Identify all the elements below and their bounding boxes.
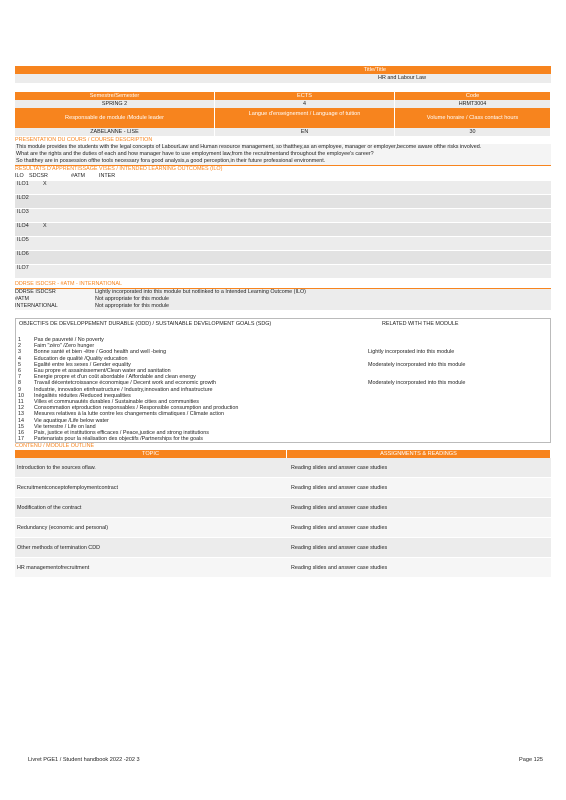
responsible-label: Responsable de module /Module leader <box>15 108 215 128</box>
sdg-text: Education de qualité /Quality education <box>34 355 128 362</box>
assignment-cell: Reading slides and answer case studies <box>289 478 551 498</box>
sdg-number: 9 <box>18 386 21 393</box>
sdg-text: Partenariats pour la réalisation des objectifs /Partnerships for the goals <box>34 436 203 443</box>
sdg-number: 1 <box>18 337 21 343</box>
ilo-heading: RESULTATS D'APPRENTISSAGE VISES / INTENDED LEARNING OUTCOMES (ILO) <box>15 165 551 173</box>
footer <box>28 757 543 763</box>
dd-heading: DDRSE ISDCSR - #ATM - INTERNATIONAL <box>15 281 123 287</box>
sdg-text: Villes et communautés durables / Sustainable cities and communities <box>34 399 199 406</box>
ilo-table <box>15 181 551 279</box>
topic-cell: Modification of the contract <box>15 498 289 518</box>
sdg-number: 6 <box>18 368 21 375</box>
topic-cell: Introduction to the sources oflaw. <box>15 458 289 478</box>
sdg-relation <box>366 436 550 442</box>
topic-label: TOPIC <box>15 450 287 458</box>
presentation-body <box>15 144 551 165</box>
assignment-cell: Reading slides and answer case studies <box>289 518 551 538</box>
title-header <box>15 66 551 74</box>
assignment-cell: Reading slides and answer case studies <box>289 498 551 518</box>
sdg-number: 3 <box>18 349 21 356</box>
table-row: ILO1 X <box>15 181 551 195</box>
assignment-cell: Reading slides and answer case studies <box>289 458 551 478</box>
sdg-text: Bonne santé et bien -être / Good health and well -being <box>34 349 167 356</box>
presentation-line-1: This module provides the students with the legal concepts of LabourLaw and Human resource management, so thatthey,as an employee, manager or employer,become aware ofthe risks involved. <box>16 144 482 150</box>
topic-cell: Recruitmentconceptofemploymentcontract <box>15 478 289 498</box>
sdg-text: Energie propre et d'un coût abordable / Affordable and clean energy <box>34 374 196 381</box>
assign-label: ASSIGNMENTS & READINGS <box>287 450 551 458</box>
volume-label: Volume horaire / Class contact hours <box>395 108 551 128</box>
language-value: EN <box>215 128 395 136</box>
presentation-line-2: What are the rights and the duties of each and how manager have to use employment law,from the recruitmentand throughout the employee's career? <box>16 151 374 157</box>
sdg-text: Inégalités réduites /Reduced inequalities <box>34 392 131 399</box>
ilo-col-inter: INTER <box>99 173 116 179</box>
sdg-text: Industrie, innovation etinfrastructure / Industry,innovation and infrastructure <box>34 386 213 393</box>
responsible-value: ZABELANNE - LISE <box>15 128 215 136</box>
code-label: Code <box>395 92 551 100</box>
outline-table <box>15 458 551 578</box>
ects-value: 4 <box>215 100 395 108</box>
sdg-number: 8 <box>18 380 21 387</box>
sdg-number: 4 <box>18 355 21 362</box>
course-title: HR and Labour Law <box>378 75 426 81</box>
sdg-text: Consommation etproduction responsables / Responsible consumption and production <box>34 405 239 412</box>
sdg-text: Pas de pauvreté / No poverty <box>34 337 104 343</box>
footer-left: Livret PGE1 / Student handbook 2022 -202 3 <box>28 757 140 763</box>
sdg-number: 5 <box>18 361 21 368</box>
sdg-header <box>16 319 550 337</box>
sdg-number: 13 <box>18 411 24 418</box>
table-row: INTERNATIONAL Not appropriate for this module <box>15 303 551 310</box>
sdg-heading-left: OBJECTIFS DE DEVELOPPEMENT DURABLE (ODD) / SUSTAINABLE DEVELOPMENT GOALS (SDG) <box>19 321 272 327</box>
sdg-number: 7 <box>18 374 21 381</box>
sdg-text: Eau propre et assainissement/Clean water and sanitation <box>34 368 171 375</box>
sdg-number: 11 <box>18 399 24 406</box>
sdg-number: 17 <box>18 436 24 443</box>
topic-cell: Other methods of termination CDD <box>15 538 289 558</box>
ilo-col-sdcsr: SDCSR <box>29 173 48 179</box>
table-row: ILO5 <box>15 237 551 251</box>
ilo-col-ilo: ILO <box>15 173 24 179</box>
sdg-text: Vie aquatique /Life below water <box>34 417 109 424</box>
title-label: Title/Title <box>363 67 386 73</box>
table-row: ILO7 <box>15 265 551 279</box>
table-row: ILO4 X <box>15 223 551 237</box>
outline-header-row <box>15 450 551 458</box>
sdg-table <box>16 337 550 442</box>
semester-value: SPRING 2 <box>15 100 215 108</box>
table-row <box>15 478 551 498</box>
ilo-columns <box>15 173 551 181</box>
sdg-relation: Lightly incorporated into this module <box>368 349 455 356</box>
sdg-number: 14 <box>18 417 24 424</box>
sdg-box <box>15 318 551 443</box>
assignment-cell: Reading slides and answer case studies <box>289 538 551 558</box>
semester-label: Semestre/Semester <box>15 92 215 100</box>
sdg-text: Egalité entre les sexes / Gender equality <box>34 361 131 368</box>
table-row: ILO2 <box>15 195 551 209</box>
sdg-text: Travail décentetcroissance économique / Decent work and economic growth <box>34 380 216 387</box>
table-row <box>15 458 551 478</box>
table-row <box>15 538 551 558</box>
topic-cell: Redundancy (economic and personal) <box>15 518 289 538</box>
table-row: ILO6 <box>15 251 551 265</box>
ects-label: ECTS <box>215 92 395 100</box>
sdg-number: 15 <box>18 423 24 430</box>
sdg-number: 16 <box>18 430 24 437</box>
ilo-col-atm: #ATM <box>71 173 85 179</box>
course-title-row <box>15 74 551 83</box>
sdg-relation: Moderately incorporated into this module <box>368 361 466 368</box>
topic-cell: HR managementofrecruitment <box>15 558 289 578</box>
table-row <box>15 498 551 518</box>
presentation-heading: PRESENTATION DU COURS / COURSE DESCRIPTION <box>15 137 153 143</box>
table-row: DDRSE ISDCSR Lightly incorporated into this module but notlinked to a Intended Learning Outcome (ILO) <box>15 289 551 296</box>
sdg-text: Mesures relatives à la lutte contre les changements climatiques / Climate action <box>34 411 224 418</box>
sdg-relation: Moderately incorporated into this module <box>368 380 466 387</box>
code-value: HRMT3004 <box>395 100 551 108</box>
sdg-number: 2 <box>18 343 21 350</box>
presentation-line-3: So thatthey are in possession ofthe tools necessary fora good analysis,a good perception,in their future professional environment. <box>16 158 326 164</box>
assignment-cell: Reading slides and answer case studies <box>289 558 551 578</box>
sdg-number: 10 <box>18 392 24 399</box>
sdg-text: Paix, justice et institutions efficaces / Peace,justice and strong institutions <box>34 430 209 437</box>
table-row <box>15 558 551 578</box>
language-label: Langue d'enseignement / Language of tuition <box>215 108 395 128</box>
outline-heading: CONTENU / MODULE OUTLINE <box>15 443 95 450</box>
table-row: ILO3 <box>15 209 551 223</box>
sdg-heading-right: RELATED WITH THE MODULE <box>382 321 459 327</box>
sdg-text: Vie terrestre / Life on land <box>34 423 96 430</box>
meta-header-row-2 <box>15 108 551 128</box>
module-sheet <box>15 66 551 578</box>
dd-table <box>15 288 551 310</box>
volume-value: 30 <box>395 128 551 136</box>
sdg-number: 12 <box>18 405 24 412</box>
meta-header-row <box>15 92 551 100</box>
meta-value-row <box>15 100 551 108</box>
page-number: Page 125 <box>519 757 543 763</box>
meta-value-row-2 <box>15 128 551 136</box>
table-row: #ATM Not appropriate for this module <box>15 296 551 303</box>
table-row <box>15 518 551 538</box>
sdg-row <box>16 436 550 442</box>
sdg-text: Faim "zéro" /Zero hunger <box>34 343 95 350</box>
